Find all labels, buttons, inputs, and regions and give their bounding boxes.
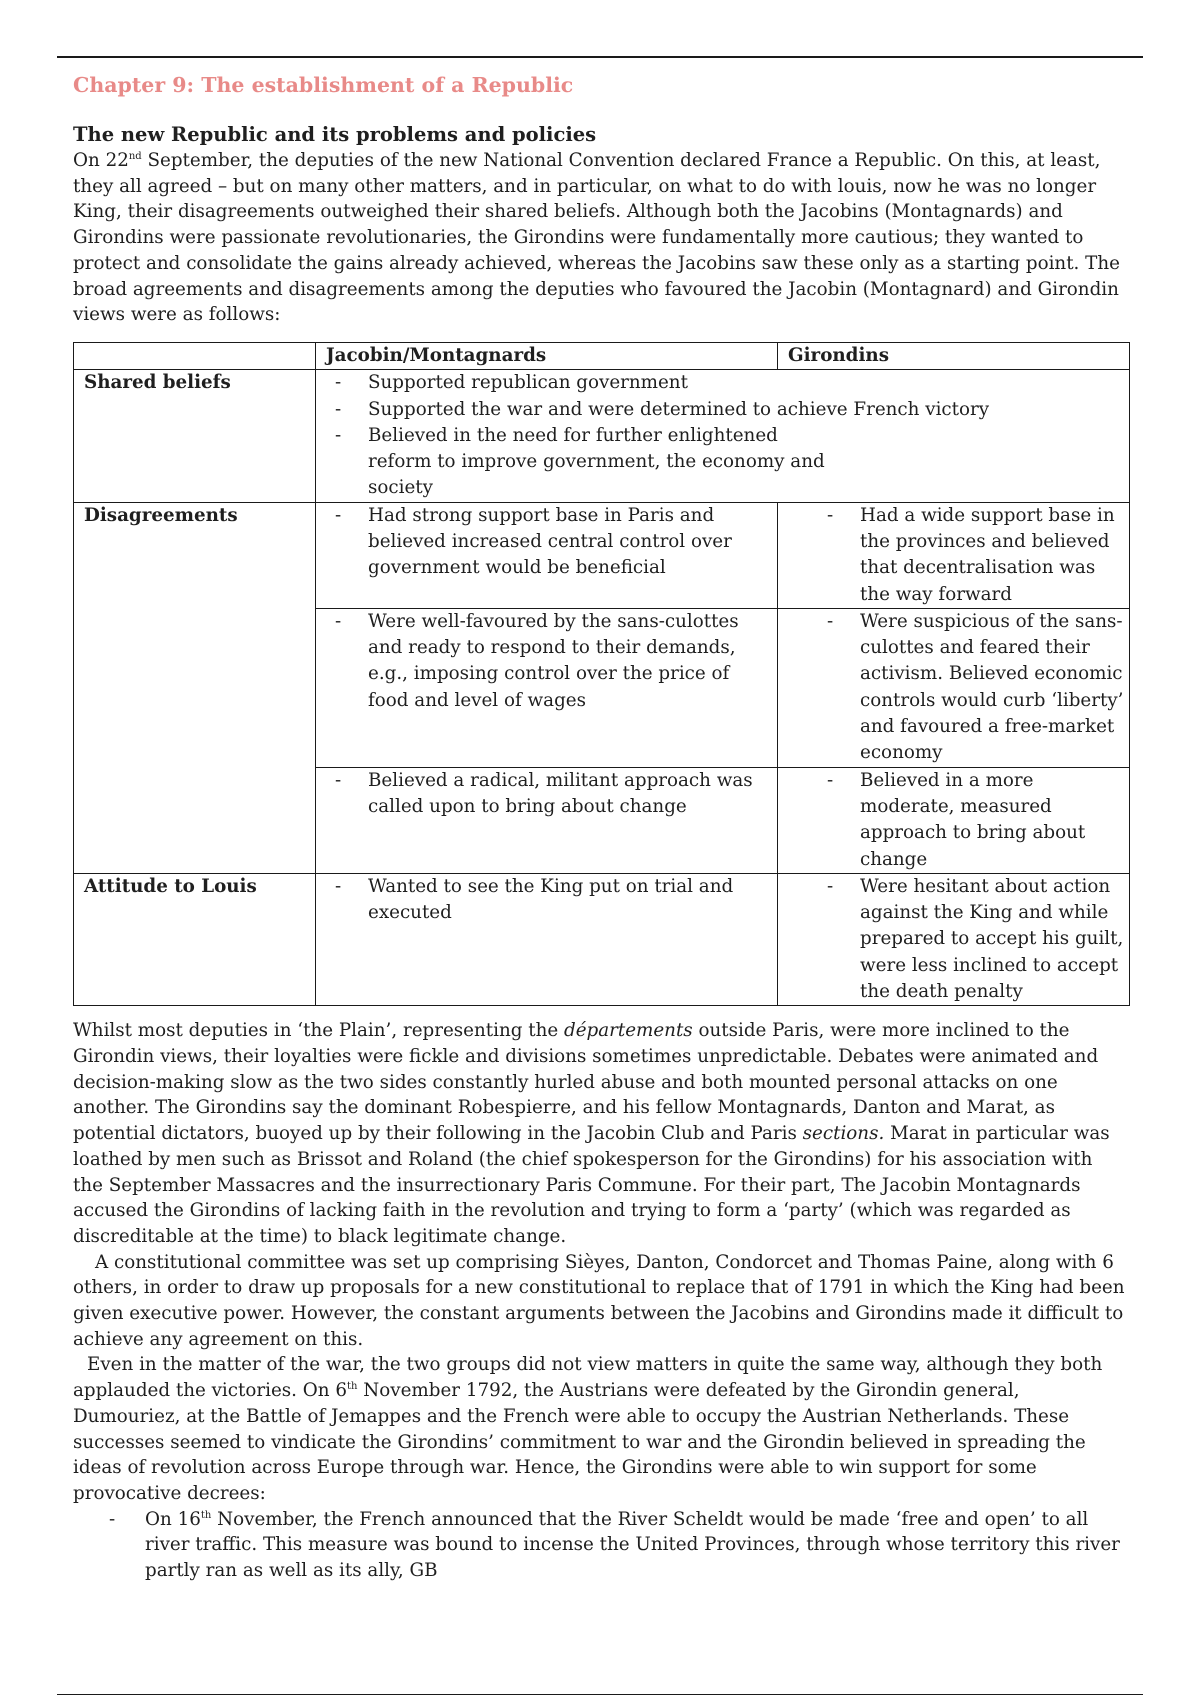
row-label-attitude: Attitude to Louis [74, 873, 316, 1005]
bottom-rule [57, 1694, 1143, 1695]
page-content [73, 70, 1127, 1584]
jacobin-cell [316, 767, 778, 873]
paragraph-committee: A constitutional committee was set up comprising Sièyes, Danton, Condorcet and Thomas Paine, along with 6 others, in order to draw up proposals for a new constitutional to replace that of 1791 in which the King had been given executive power. However, the constant arguments between the Jacobins and Girondins made it difficult to achieve any agreement on this. [73, 1251, 1125, 1350]
row-label-disagreements: Disagreements [74, 502, 316, 873]
top-rule [57, 56, 1143, 58]
chapter-title: Chapter 9: The establishment of a Republic [73, 73, 574, 97]
body-text [73, 1018, 1127, 1583]
jacobin-point: - Were well-favoured by the sans-culottes and ready to respond to their demands, e.g., imposing control over the price of food and level of wages [368, 609, 773, 714]
jacobin-cell [316, 608, 778, 767]
shared-belief-item: - Supported republican government [368, 370, 829, 396]
header-blank [74, 342, 316, 369]
shared-beliefs-cell [316, 370, 1130, 502]
girondin-point: - Were hesitant about action against the King and while prepared to accept his guilt, were less inclined to accept the death penalty [860, 874, 1125, 1005]
girondin-cell [778, 608, 1130, 767]
girondin-cell [778, 873, 1130, 1005]
header-jacobin: Jacobin/Montagnards [316, 342, 778, 369]
decree-list [73, 1507, 1127, 1584]
jacobin-point: - Wanted to see the King put on trial and executed [368, 874, 773, 927]
girondin-point: - Were suspicious of the sans-culottes and feared their activism. Believed economic controls would curb ‘liberty’ and favoured a free-market economy [860, 609, 1125, 767]
decree-item: - On 16th November, the French announced that the River Scheldt would be made ‘free and open’ to all river traffic. This measure was bound to incense the United Provinces, through whose territory this river partly ran as well as its ally, GB [145, 1507, 1127, 1584]
section-title: The new Republic and its problems and policies [73, 123, 597, 146]
comparison-table [73, 342, 1130, 1006]
girondin-cell [778, 767, 1130, 873]
row-shared-beliefs [74, 370, 1130, 502]
paragraph-plain: Whilst most deputies in ‘the Plain’, representing the départements outside Paris, were more inclined to the Girondin views, their loyalties were fickle and divisions sometimes unpredictable. Debates were animated and decision-making slow as the two sides constantly hurled abuse and both mounted personal attacks on one another. The Girondins say the dominant Robespierre, and his fellow Montagnards, Danton and Marat, as potential dictators, buoyed up by their following in the Jacobin Club and Paris sections. Marat in particular was loathed by men such as Brissot and Roland (the chief spokesperson for the Girondins) for his association with the September Massacres and the insurrectionary Paris Commune. For their part, The Jacobin Montagnards accused the Girondins of lacking faith in the revolution and trying to form a ‘party’ (which was regarded as discreditable at the time) to black legitimate change. [73, 1020, 1110, 1247]
jacobin-cell [316, 502, 778, 608]
shared-belief-item: - Believed in the need for further enlightened reform to improve government, the economy and society [368, 423, 829, 502]
shared-belief-item: - Supported the war and were determined to achieve French victory [368, 397, 1129, 423]
intro-paragraph: On 22nd September, the deputies of the new National Convention declared France a Republic. On this, at least, they all agreed – but on many other matters, and in particular, on what to do with louis, now he was no longer King, their disagreements outweighed their shared beliefs. Although both the Jacobins (Montagnards) and Girondins were passionate revolutionaries, the Girondins were fundamentally more cautious; they wanted to protect and consolidate the gains already achieved, whereas the Jacobins saw these only as a starting point. The broad agreements and disagreements among the deputies who favoured the Jacobin (Montagnard) and Girondin views were as follows: [73, 150, 1120, 326]
girondin-point: - Believed in a more moderate, measured approach to bring about change [860, 768, 1125, 873]
row-label-shared: Shared beliefs [74, 370, 316, 502]
jacobin-cell [316, 873, 778, 1005]
table-header-row [74, 342, 1130, 369]
row-attitude-to-louis [74, 873, 1130, 1005]
jacobin-point: - Believed a radical, militant approach was called upon to bring about change [368, 768, 773, 821]
girondin-cell [778, 502, 1130, 608]
girondin-point: - Had a wide support base in the provinces and believed that decentralisation was the way forward [860, 503, 1125, 608]
row-disagreements-1 [74, 502, 1130, 608]
header-girondin: Girondins [778, 342, 1130, 369]
jacobin-point: - Had strong support base in Paris and believed increased central control over government would be beneficial [368, 503, 773, 582]
paragraph-war: Even in the matter of the war, the two groups did not view matters in quite the same way, although they both applauded the victories. On 6th November 1792, the Austrians were defeated by the Girondin general, Dumouriez, at the Battle of Jemappes and the French were able to occupy the Austrian Netherlands. These successes seemed to vindicate the Girondins’ commitment to war and the Girondin believed in spreading the ideas of revolution across Europe through war. Hence, the Girondins were able to win support for some provocative decrees: [73, 1354, 1103, 1504]
